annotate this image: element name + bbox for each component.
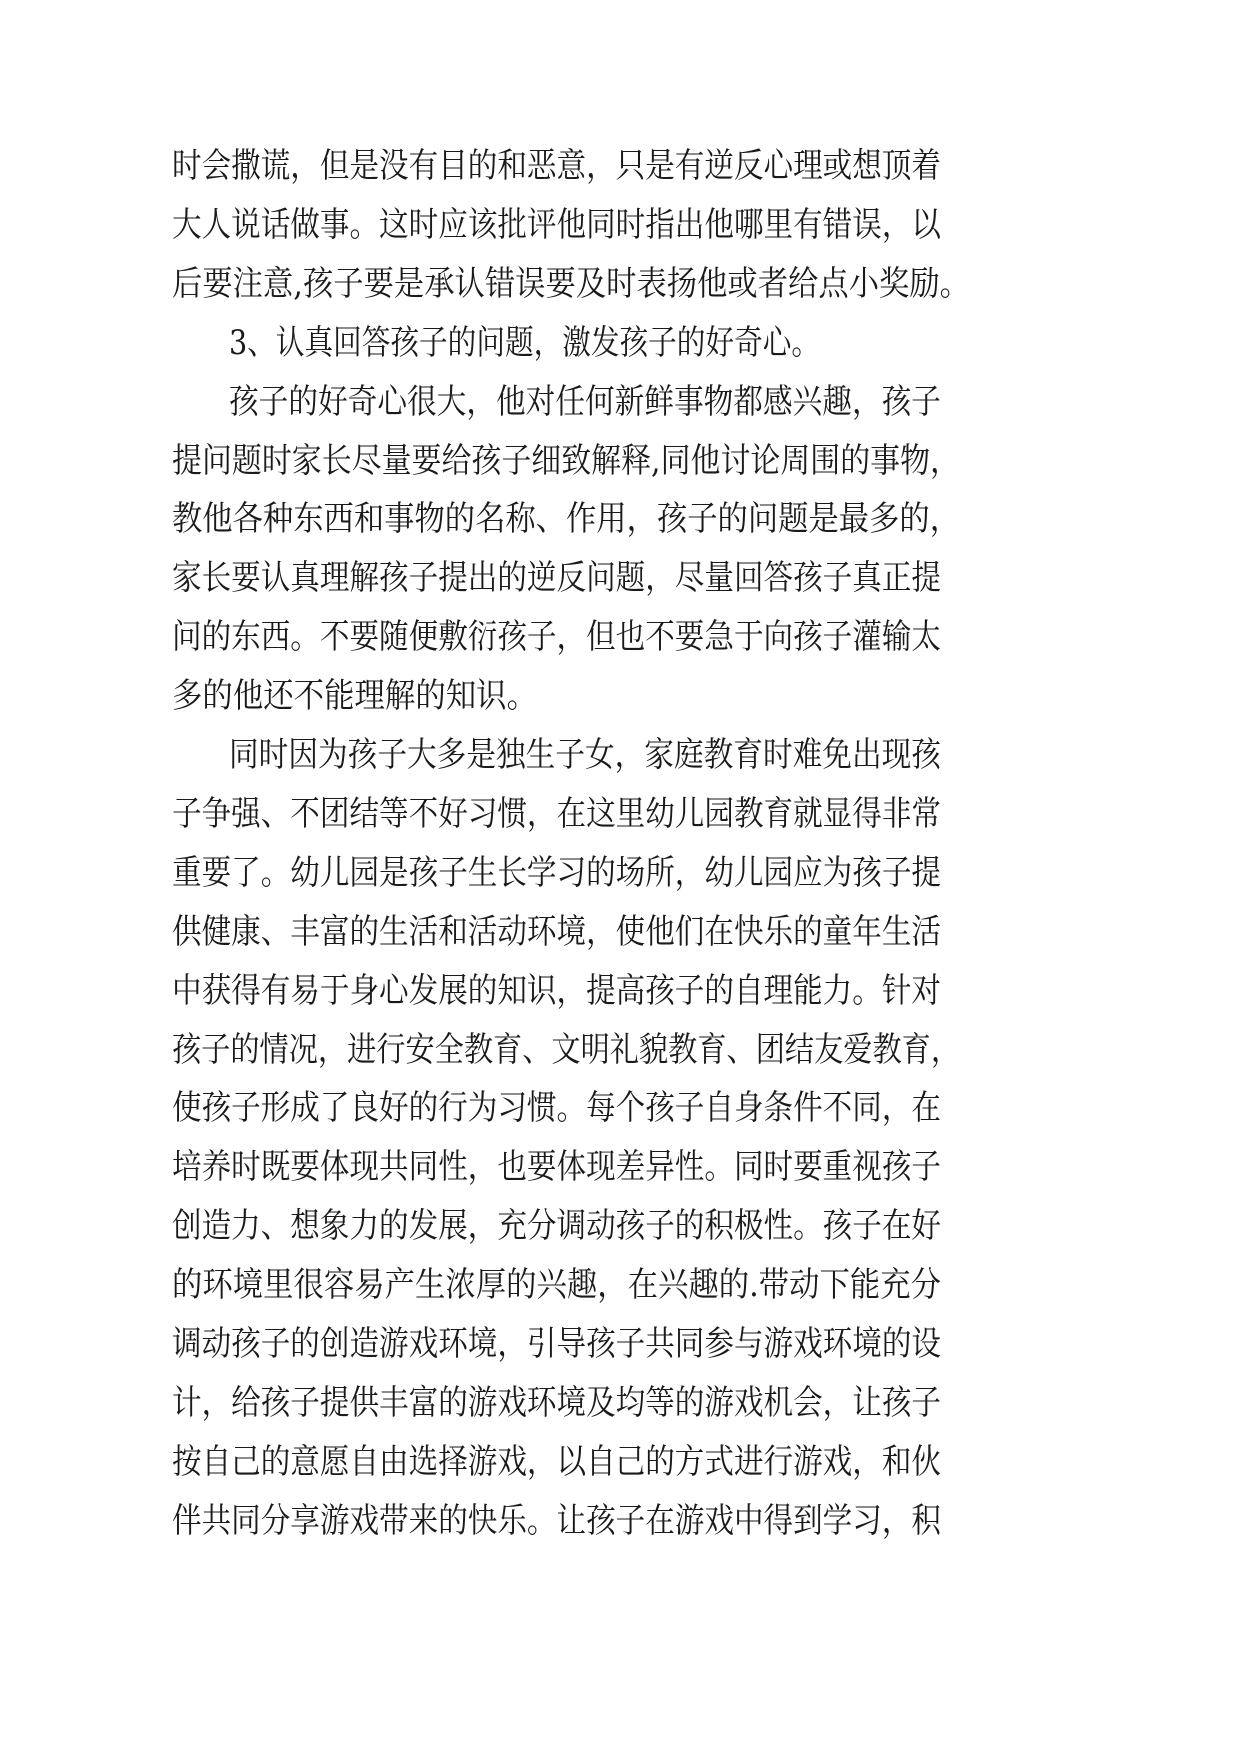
text-line-content: 家长要认真理解孩子提出的逆反问题，尽量回答孩子真正提	[172, 558, 941, 598]
text-line	[0, 431, 1241, 491]
text-line-content: 伴共同分享游戏带来的快乐。让孩子在游戏中得到学习，积	[172, 1501, 941, 1541]
text-line-content: 教他各种东西和事物的名称、作用，孩子的问题是最多的，	[172, 499, 960, 539]
text-line	[0, 1255, 1241, 1315]
text-line-content: 供健康、丰富的生活和活动环境，使他们在快乐的童年生活	[172, 912, 941, 952]
text-line-content: 孩子的情况，进行安全教育、文明礼貌教育、团结友爱教育，	[172, 1030, 961, 1070]
text-line	[0, 725, 1241, 785]
text-line	[0, 136, 1241, 196]
text-line-content: 问的东西。不要随便敷衍孩子，但也不要急于向孩子灌输太	[172, 617, 941, 657]
text-line	[0, 1314, 1241, 1374]
text-line-content: 的环境里很容易产生浓厚的兴趣，在兴趣的.带动下能充分	[172, 1265, 941, 1305]
text-line	[0, 784, 1241, 844]
text-line-content: 后要注意,孩子要是承认错误要及时表扬他或者给点小奖励。	[172, 264, 970, 304]
text-line	[0, 843, 1241, 903]
text-line	[0, 1078, 1241, 1138]
text-line-content: 大人说话做事。这时应该批评他同时指出他哪里有错误，以	[172, 205, 941, 245]
text-line-content: 培养时既要体现共同性，也要体现差异性。同时要重视孩子	[172, 1147, 941, 1187]
text-line-content: 3、认真回答孩子的问题，激发孩子的好奇心。	[229, 323, 820, 363]
text-line-content: 重要了。幼儿园是孩子生长学习的场所，幼儿园应为孩子提	[172, 853, 941, 893]
text-line	[0, 902, 1241, 962]
text-line	[0, 313, 1241, 373]
text-line-content: 同时因为孩子大多是独生子女，家庭教育时难免出现孩	[229, 735, 941, 775]
text-line	[0, 1432, 1241, 1492]
text-line-content: 时会撒谎，但是没有目的和恶意，只是有逆反心理或想顶着	[172, 146, 941, 186]
text-line-content: 孩子的好奇心很大，他对任何新鲜事物都感兴趣，孩子	[229, 382, 941, 422]
text-line-content: 中获得有易于身心发展的知识，提高孩子的自理能力。针对	[172, 971, 941, 1011]
text-line	[0, 195, 1241, 255]
text-line	[0, 1137, 1241, 1197]
text-line-content: 创造力、想象力的发展，充分调动孩子的积极性。孩子在好	[172, 1206, 941, 1246]
text-line-content: 提问题时家长尽量要给孩子细致解释,同他讨论周围的事物，	[172, 441, 960, 481]
text-line-content: 使孩子形成了良好的行为习惯。每个孩子自身条件不同，在	[172, 1088, 941, 1128]
text-line	[0, 372, 1241, 432]
text-line	[0, 961, 1241, 1021]
text-line	[0, 1196, 1241, 1256]
text-line-content: 子争强、不团结等不好习惯，在这里幼儿园教育就显得非常	[172, 794, 941, 834]
text-line	[0, 548, 1241, 608]
text-line	[0, 666, 1241, 726]
text-line-content: 计，给孩子提供丰富的游戏环境及均等的游戏机会，让孩子	[172, 1383, 941, 1423]
text-line	[0, 489, 1241, 549]
text-line-content: 调动孩子的创造游戏环境，引导孩子共同参与游戏环境的设	[172, 1324, 941, 1364]
text-line	[0, 1373, 1241, 1433]
text-line	[0, 607, 1241, 667]
text-line	[0, 1020, 1241, 1080]
text-line-content: 多的他还不能理解的知识。	[172, 676, 537, 716]
text-line	[0, 254, 1241, 314]
text-line	[0, 1491, 1241, 1551]
text-line-content: 按自己的意愿自由选择游戏，以自己的方式进行游戏，和伙	[172, 1442, 941, 1482]
